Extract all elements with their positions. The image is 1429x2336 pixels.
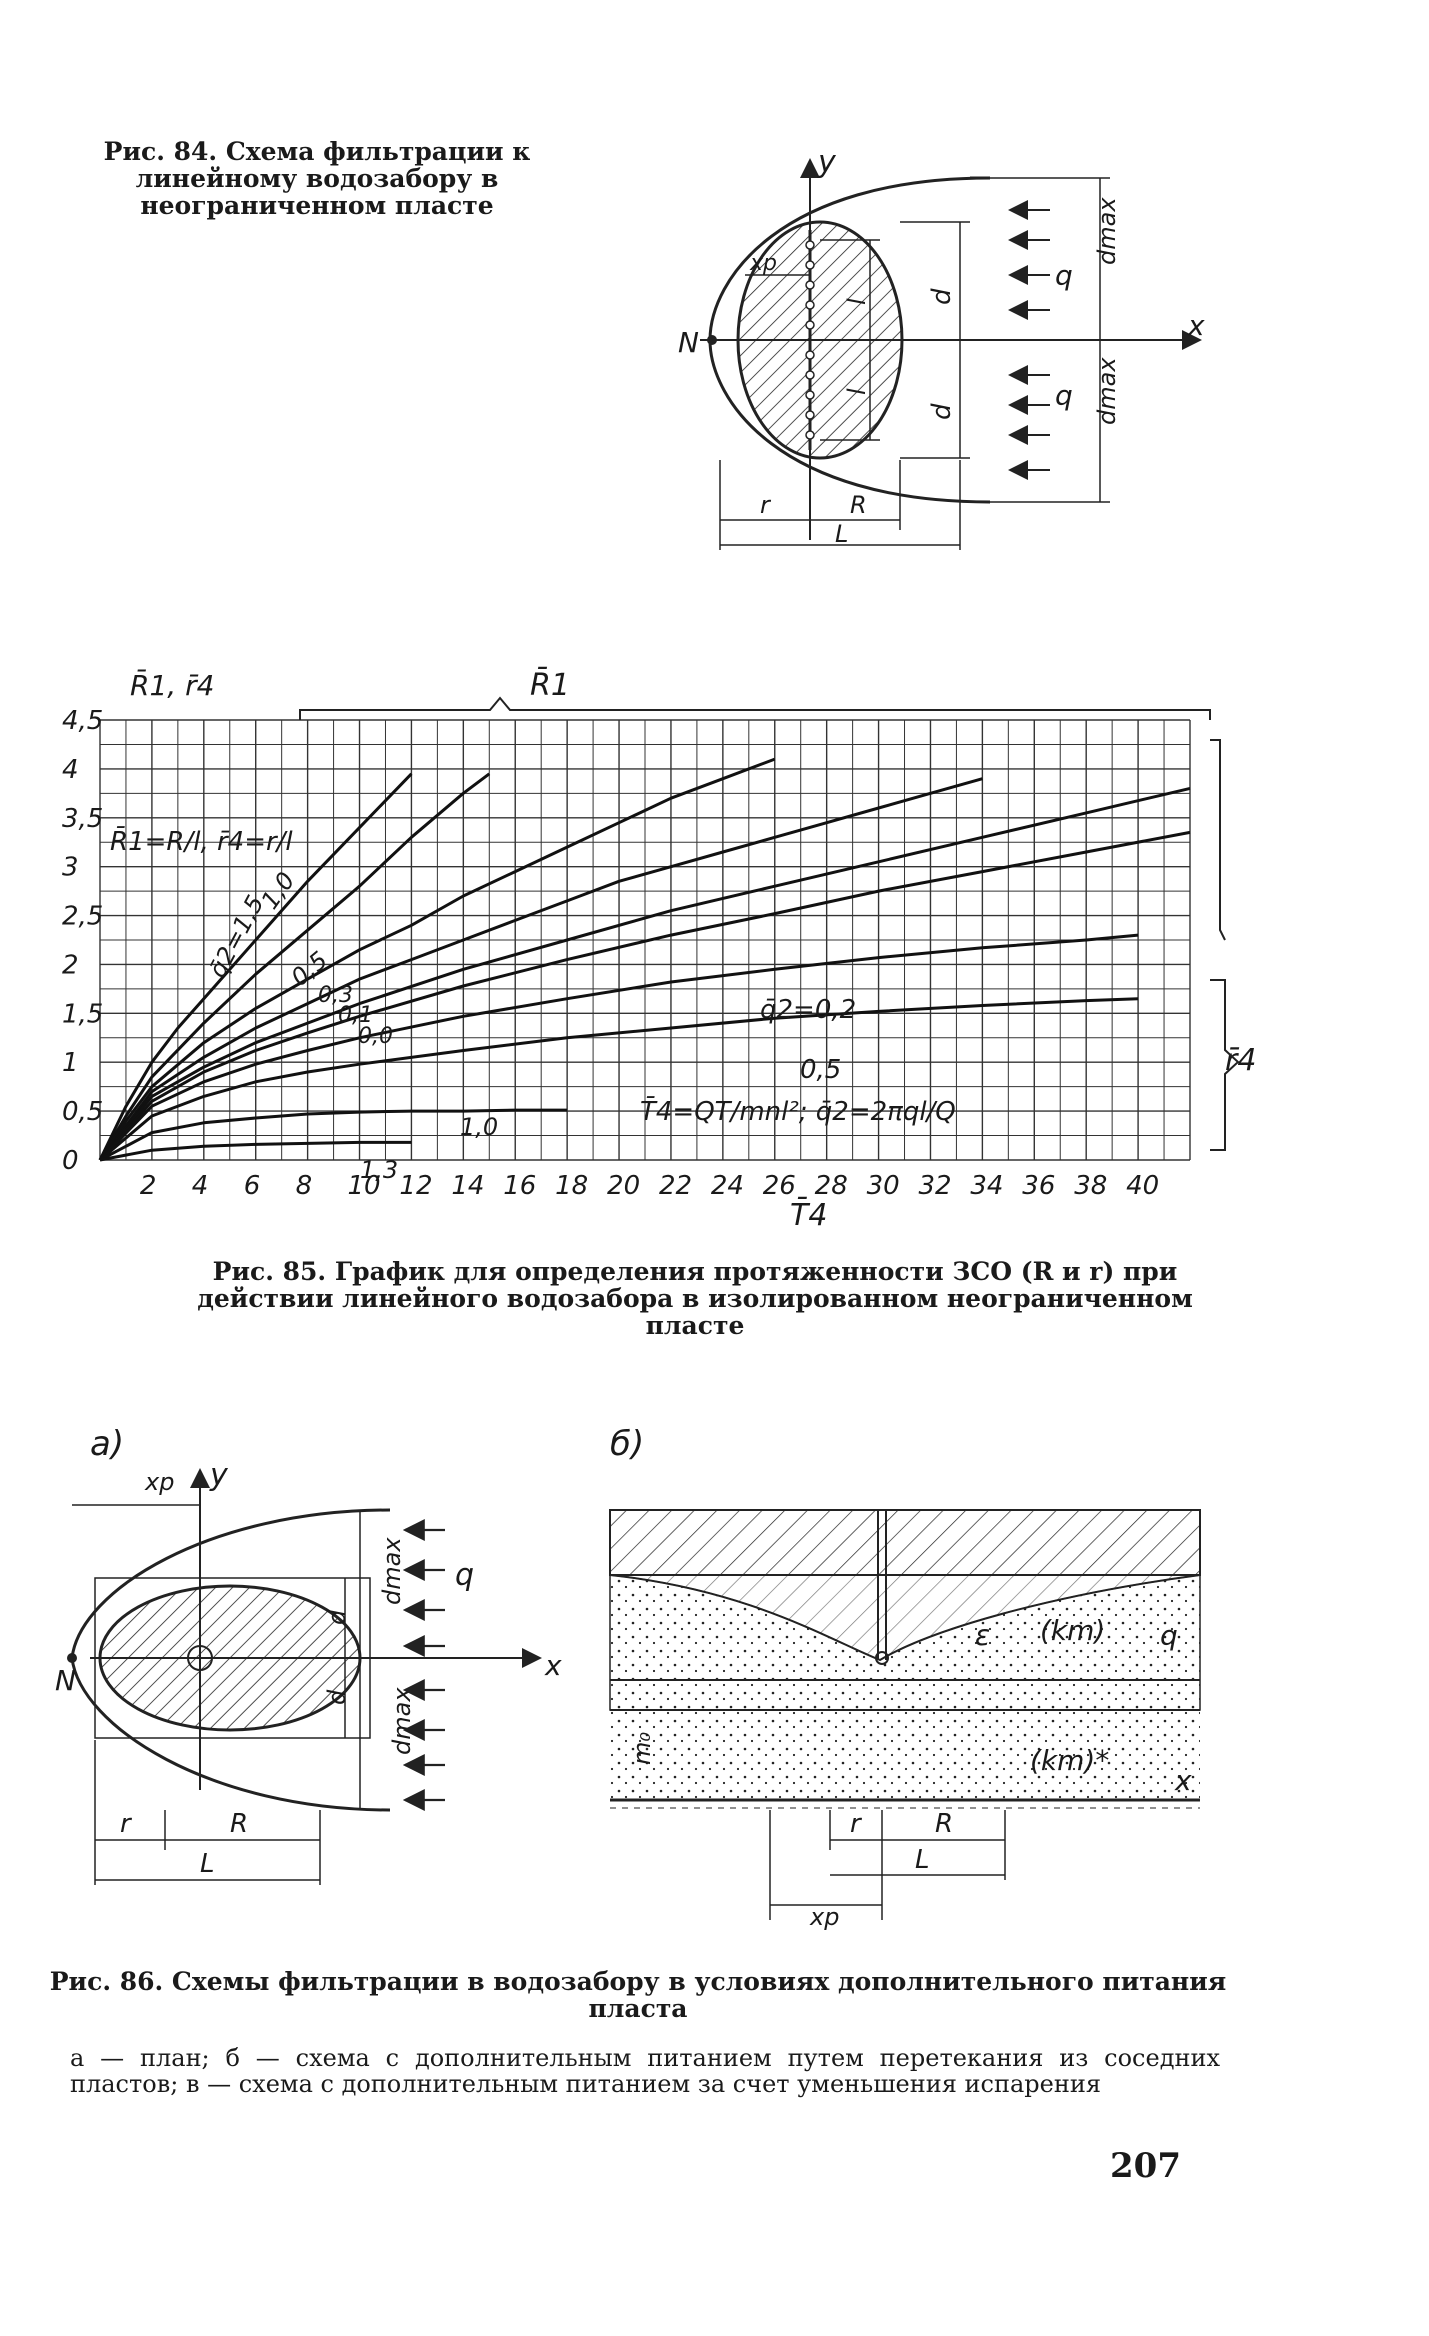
l2-label: l [843, 388, 871, 395]
fig86a-q: q [455, 1558, 475, 1593]
fig86a-r: r [120, 1809, 131, 1839]
q2-15-label: q̄2=1,5 [203, 890, 270, 983]
x-tick-label: 10 [347, 1171, 381, 1201]
q2-02-label: q̄2=0,2 [760, 995, 857, 1025]
q1-label: q [1055, 259, 1073, 292]
x-tick-label: 38 [1074, 1171, 1108, 1201]
y-tick-label: 0,5 [62, 1097, 104, 1128]
y-tick-label: 2 [62, 950, 79, 981]
y-tick-label: 1 [62, 1048, 79, 1079]
y-tick-label: 4 [62, 754, 79, 785]
label-R1: R̄1 [530, 668, 570, 703]
y-tick-label: 4,5 [62, 706, 104, 736]
q2-label: q [1055, 379, 1073, 412]
x-tick-label: 8 [295, 1171, 313, 1201]
y-tick-label: 3 [62, 852, 79, 883]
q2-05-label: 0,5 [285, 945, 334, 992]
x-tick-label: 16 [503, 1171, 537, 1201]
q2-03-label: 0,3 [318, 983, 353, 1008]
x-tick-label: 26 [762, 1171, 796, 1201]
R-label: R [850, 491, 867, 519]
x-tick-label: 24 [710, 1171, 744, 1201]
fig86b-km: (km) [1040, 1614, 1106, 1647]
brace-r4 [1210, 980, 1238, 1150]
y-tick-label: 1,5 [62, 999, 104, 1030]
fig84-caption: Рис. 84. Схема фильтрации к линейному водозабору в неограниченном пласте [103, 137, 531, 220]
fig86a-N: N [55, 1664, 76, 1697]
L-label: L [835, 520, 849, 548]
x-tick-label: 20 [607, 1171, 641, 1201]
fig86b-q: q [1160, 1619, 1178, 1652]
d1-label: d [927, 288, 957, 305]
x-tick-label: 6 [243, 1171, 261, 1201]
page-number: 207 [1110, 2146, 1181, 2186]
fig86a-label: а) [90, 1424, 125, 1464]
fig86a-x: x [545, 1649, 562, 1682]
dmax1-label: dmax [1093, 197, 1121, 265]
dmax2-label: dmax [1093, 357, 1121, 425]
fig86b-x: x [1175, 1764, 1192, 1797]
x-tick-label: 34 [970, 1171, 1004, 1201]
r-label: r [760, 491, 770, 519]
brace-R1 [300, 698, 1210, 720]
x-tick-label: 2 [139, 1171, 157, 1201]
N-label: N [678, 326, 699, 359]
x-tick-label: 30 [866, 1171, 900, 1201]
x-tick-label: 36 [1022, 1171, 1056, 1201]
x-tick-label: 14 [451, 1171, 485, 1201]
l1-label: l [843, 298, 871, 305]
formula-top: R̄1=R/l, r̄4=r/l [110, 827, 293, 857]
y-tick-label: 2,5 [62, 901, 104, 932]
q2-05b-label: 0,5 [800, 1055, 842, 1085]
fig86a-dmax2: dmax [388, 1687, 416, 1755]
fig86b-km2: (km)* [1030, 1744, 1110, 1777]
y-tick-label: 0 [62, 1146, 79, 1176]
fig86b-label: б) [610, 1424, 645, 1464]
fig86a-xp: xp [145, 1468, 175, 1496]
d2-label: d [927, 403, 957, 420]
fig86b-r: r [850, 1809, 861, 1839]
fig86-legend: а — план; б — схема с дополнительным питанием путем перетекания из соседних пластов; в — схема с дополнительным питанием за счет уменьшения испарения [70, 2044, 1220, 2098]
fig85-chart [60, 650, 1260, 1250]
y-label: y [818, 145, 836, 180]
formula-bottom: T̄4=QT/mnl²; q̄2=2πql/Q [640, 1097, 956, 1127]
fig86a-dmax1: dmax [378, 1537, 406, 1605]
y-tick-label: 3,5 [62, 803, 104, 834]
fig86-diagrams [55, 1410, 1220, 1931]
q2-10b-label: 1,0 [460, 1113, 499, 1141]
fig85-caption: Рис. 85. График для определения протяженности ЗСО (R и r) при действии линейного водозабора в изолированном неограниченном пласте [197, 1257, 1193, 1340]
chart-xlabel: T̄4 [790, 1198, 828, 1233]
q2-10-label: 1,0 [255, 867, 301, 915]
x-tick-label: 32 [918, 1171, 952, 1201]
fig86b-L: L [915, 1845, 930, 1875]
x-tick-label: 18 [555, 1171, 589, 1201]
fig86b-R: R [935, 1809, 954, 1839]
x-tick-label: 12 [399, 1171, 433, 1201]
fig86a-L: L [200, 1849, 215, 1879]
x-tick-label: 28 [814, 1171, 848, 1201]
xp-label: xp [750, 251, 777, 276]
q2-01-label: 0,1 [338, 1003, 373, 1028]
q2-00-label: 0,0 [358, 1024, 393, 1049]
fig86-caption: Рис. 86. Схемы фильтрации в водозабору в условиях дополнительного питания пласта [49, 1967, 1227, 2023]
x-tick-label: 22 [658, 1171, 693, 1201]
fig86b-eps: ε [975, 1619, 991, 1652]
fig86b-m0: m₀ [628, 1732, 656, 1765]
fig86a-y: y [210, 1458, 228, 1493]
x-tick-label: 40 [1126, 1171, 1160, 1201]
fig86b-xp: xp [810, 1903, 840, 1931]
x-label: x [1188, 309, 1205, 342]
label-r4: r̄4 [1225, 1043, 1257, 1078]
q2-13-label: 1,3 [360, 1156, 399, 1184]
fig84-diagram [660, 130, 1220, 550]
fig86a-d1: d [323, 1609, 351, 1625]
fig86a-d2: d [323, 1689, 351, 1705]
x-tick-label: 4 [191, 1171, 209, 1201]
point-N [707, 335, 717, 345]
fig86a-R: R [230, 1809, 249, 1839]
chart-ylabel: R̄1, r̄4 [130, 669, 215, 702]
